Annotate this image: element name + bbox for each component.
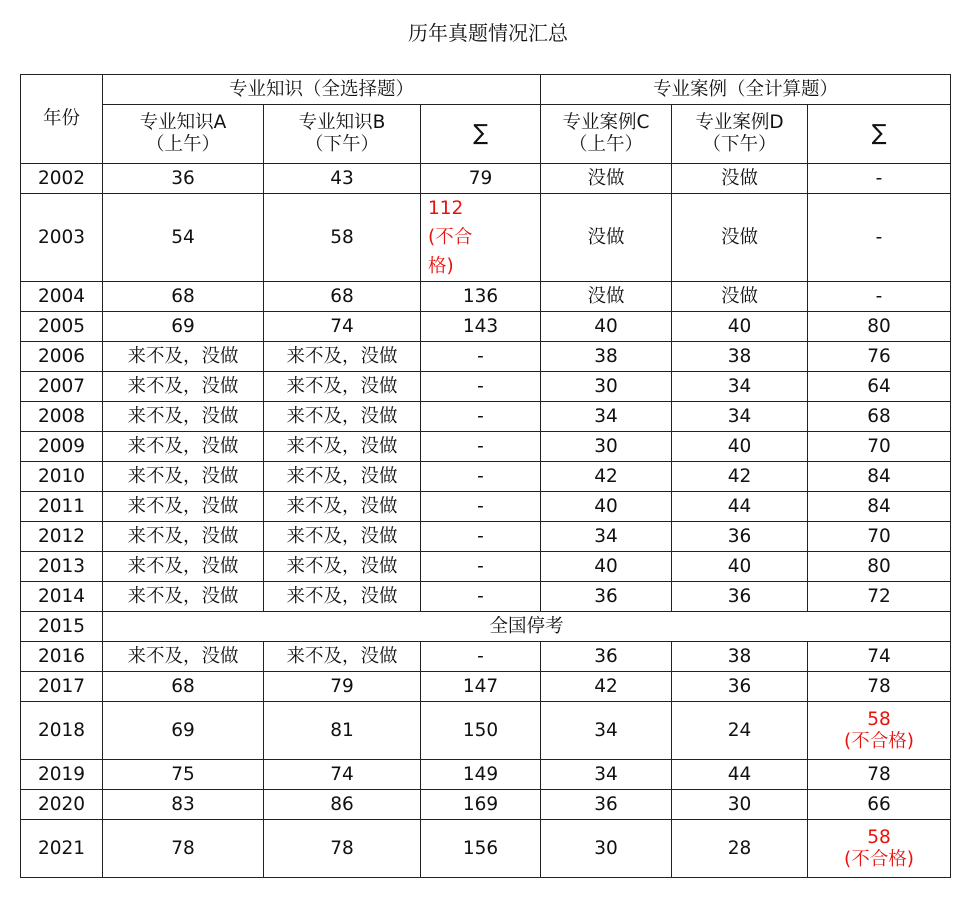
score-a-cell: 来不及，没做 bbox=[103, 402, 264, 432]
sum-knowledge-cell: - bbox=[421, 492, 541, 522]
score-a-cell: 来不及，没做 bbox=[103, 522, 264, 552]
score-d-cell: 没做 bbox=[672, 164, 808, 194]
sum-case-cell bbox=[808, 702, 951, 760]
col-b-header-line1: 专业知识B bbox=[298, 112, 386, 133]
sum-knowledge-cell: 143 bbox=[421, 312, 541, 342]
score-a-cell: 68 bbox=[103, 672, 264, 702]
score-a-cell: 来不及，没做 bbox=[103, 552, 264, 582]
failed-note: (不合格) bbox=[844, 848, 914, 870]
year-cell: 2008 bbox=[21, 402, 103, 432]
table-row bbox=[21, 760, 951, 790]
case-group-header: 专业案例（全计算题） bbox=[541, 75, 951, 105]
score-c-cell: 34 bbox=[541, 402, 672, 432]
year-cell: 2015 bbox=[21, 612, 103, 642]
score-c-cell: 30 bbox=[541, 820, 672, 878]
score-b-cell: 79 bbox=[264, 672, 421, 702]
year-cell: 2017 bbox=[21, 672, 103, 702]
sum-case-cell: 64 bbox=[808, 372, 951, 402]
year-cell: 2018 bbox=[21, 702, 103, 760]
score-b-cell: 来不及，没做 bbox=[264, 582, 421, 612]
sum-case-cell: - bbox=[808, 282, 951, 312]
col-c-header bbox=[541, 105, 672, 164]
table-row bbox=[21, 702, 951, 760]
score-b-cell: 43 bbox=[264, 164, 421, 194]
table-row bbox=[21, 462, 951, 492]
score-c-cell: 34 bbox=[541, 760, 672, 790]
sum-case-cell bbox=[808, 820, 951, 878]
sum-knowledge-cell: - bbox=[421, 642, 541, 672]
year-cell: 2013 bbox=[21, 552, 103, 582]
score-c-cell: 42 bbox=[541, 462, 672, 492]
score-b-cell: 78 bbox=[264, 820, 421, 878]
col-a-header-line2: （上午） bbox=[145, 134, 220, 155]
table-row bbox=[21, 432, 951, 462]
score-b-cell: 来不及，没做 bbox=[264, 432, 421, 462]
score-d-cell: 没做 bbox=[672, 194, 808, 282]
score-c-cell: 30 bbox=[541, 432, 672, 462]
year-cell: 2019 bbox=[21, 760, 103, 790]
score-c-cell: 没做 bbox=[541, 164, 672, 194]
year-cell: 2021 bbox=[21, 820, 103, 878]
score-c-cell: 30 bbox=[541, 372, 672, 402]
score-a-cell: 来不及，没做 bbox=[103, 372, 264, 402]
score-a-cell: 69 bbox=[103, 702, 264, 760]
year-cell: 2012 bbox=[21, 522, 103, 552]
sum-knowledge-cell: 149 bbox=[421, 760, 541, 790]
table-row bbox=[21, 402, 951, 432]
sum-knowledge-cell: 150 bbox=[421, 702, 541, 760]
score-c-cell: 40 bbox=[541, 492, 672, 522]
score-b-cell: 来不及，没做 bbox=[264, 462, 421, 492]
failed-score-value: 58 bbox=[867, 826, 891, 848]
score-b-cell: 来不及，没做 bbox=[264, 642, 421, 672]
header-row-columns bbox=[21, 105, 951, 130]
sum-knowledge-header: ∑ bbox=[421, 105, 541, 164]
sum-case-cell: - bbox=[808, 164, 951, 194]
score-d-cell: 34 bbox=[672, 402, 808, 432]
year-cell: 2002 bbox=[21, 164, 103, 194]
score-d-cell: 44 bbox=[672, 492, 808, 522]
score-a-cell: 来不及，没做 bbox=[103, 492, 264, 522]
page-title: 历年真题情况汇总 bbox=[408, 21, 568, 45]
score-c-cell: 42 bbox=[541, 672, 672, 702]
table-row bbox=[21, 672, 951, 702]
sum-knowledge-cell bbox=[421, 194, 541, 282]
score-a-cell: 来不及，没做 bbox=[103, 342, 264, 372]
knowledge-group-header: 专业知识（全选择题） bbox=[103, 75, 541, 105]
score-d-cell: 24 bbox=[672, 702, 808, 760]
score-b-cell: 来不及，没做 bbox=[264, 402, 421, 432]
score-b-cell: 来不及，没做 bbox=[264, 552, 421, 582]
score-b-cell: 68 bbox=[264, 282, 421, 312]
sum-case-cell: 72 bbox=[808, 582, 951, 612]
sum-knowledge-cell: - bbox=[421, 372, 541, 402]
sum-case-cell: 66 bbox=[808, 790, 951, 820]
failed-note: (不合格) bbox=[844, 730, 914, 752]
table-row bbox=[21, 522, 951, 552]
score-a-cell: 36 bbox=[103, 164, 264, 194]
score-summary-table bbox=[20, 74, 951, 878]
year-cell: 2007 bbox=[21, 372, 103, 402]
table-row bbox=[21, 642, 951, 672]
sum-case-cell: 78 bbox=[808, 672, 951, 702]
table-row bbox=[21, 312, 951, 342]
sum-case-cell: 80 bbox=[808, 312, 951, 342]
score-a-cell: 来不及，没做 bbox=[103, 582, 264, 612]
sum-knowledge-cell: 156 bbox=[421, 820, 541, 878]
score-b-cell: 86 bbox=[264, 790, 421, 820]
sum-knowledge-cell: - bbox=[421, 432, 541, 462]
header-row-groups bbox=[21, 75, 951, 105]
score-d-cell: 40 bbox=[672, 552, 808, 582]
score-a-cell: 69 bbox=[103, 312, 264, 342]
score-d-cell: 42 bbox=[672, 462, 808, 492]
sum-knowledge-cell: - bbox=[421, 462, 541, 492]
year-cell: 2003 bbox=[21, 194, 103, 282]
score-c-cell: 40 bbox=[541, 552, 672, 582]
score-b-cell: 74 bbox=[264, 312, 421, 342]
table-row bbox=[21, 164, 951, 194]
sum-knowledge-cell: 79 bbox=[421, 164, 541, 194]
score-c-cell: 36 bbox=[541, 790, 672, 820]
score-a-cell: 83 bbox=[103, 790, 264, 820]
sum-knowledge-cell: - bbox=[421, 552, 541, 582]
score-c-cell: 没做 bbox=[541, 282, 672, 312]
score-b-cell: 来不及，没做 bbox=[264, 342, 421, 372]
score-a-cell: 54 bbox=[103, 194, 264, 282]
table-row bbox=[21, 582, 951, 612]
col-a-header-line1: 专业知识A bbox=[139, 112, 227, 133]
score-b-cell: 74 bbox=[264, 760, 421, 790]
col-b-header bbox=[264, 105, 421, 164]
score-c-cell: 36 bbox=[541, 642, 672, 672]
score-a-cell: 68 bbox=[103, 282, 264, 312]
score-d-cell: 30 bbox=[672, 790, 808, 820]
year-cell: 2005 bbox=[21, 312, 103, 342]
score-c-cell: 40 bbox=[541, 312, 672, 342]
sum-knowledge-cell: 136 bbox=[421, 282, 541, 312]
col-d-header bbox=[672, 105, 808, 164]
score-d-cell: 38 bbox=[672, 642, 808, 672]
sum-case-cell: 84 bbox=[808, 492, 951, 522]
failed-note: (不合格) bbox=[428, 227, 473, 277]
score-a-cell: 来不及，没做 bbox=[103, 462, 264, 492]
score-d-cell: 28 bbox=[672, 820, 808, 878]
year-cell: 2004 bbox=[21, 282, 103, 312]
col-b-header-line2: （下午） bbox=[304, 134, 379, 155]
sum-case-cell: 80 bbox=[808, 552, 951, 582]
score-b-cell: 来不及，没做 bbox=[264, 492, 421, 522]
col-c-header-line2: （上午） bbox=[568, 134, 643, 155]
score-d-cell: 40 bbox=[672, 432, 808, 462]
sum-case-cell: 70 bbox=[808, 522, 951, 552]
score-b-cell: 来不及，没做 bbox=[264, 522, 421, 552]
year-header: 年份 bbox=[21, 75, 103, 164]
score-b-cell: 81 bbox=[264, 702, 421, 760]
year-cell: 2016 bbox=[21, 642, 103, 672]
sum-case-cell: 68 bbox=[808, 402, 951, 432]
score-a-cell: 78 bbox=[103, 820, 264, 878]
table-row bbox=[21, 790, 951, 820]
score-d-cell: 34 bbox=[672, 372, 808, 402]
score-b-cell: 来不及，没做 bbox=[264, 372, 421, 402]
table-row bbox=[21, 372, 951, 402]
sum-knowledge-cell: 147 bbox=[421, 672, 541, 702]
sum-case-cell: 70 bbox=[808, 432, 951, 462]
sum-case-cell: 84 bbox=[808, 462, 951, 492]
table-row bbox=[21, 612, 951, 642]
suspended-cell: 全国停考 bbox=[103, 612, 951, 642]
col-d-header-line2: （下午） bbox=[702, 134, 777, 155]
table-row bbox=[21, 282, 951, 312]
year-cell: 2009 bbox=[21, 432, 103, 462]
sum-knowledge-cell: - bbox=[421, 522, 541, 552]
score-c-cell: 36 bbox=[541, 582, 672, 612]
score-c-cell: 34 bbox=[541, 522, 672, 552]
year-cell: 2010 bbox=[21, 462, 103, 492]
year-cell: 2020 bbox=[21, 790, 103, 820]
table-row bbox=[21, 552, 951, 582]
score-d-cell: 36 bbox=[672, 582, 808, 612]
score-a-cell: 来不及，没做 bbox=[103, 432, 264, 462]
table-row bbox=[21, 194, 951, 282]
failed-score-value: 58 bbox=[867, 708, 891, 730]
year-cell: 2006 bbox=[21, 342, 103, 372]
score-c-cell: 38 bbox=[541, 342, 672, 372]
sum-knowledge-cell: - bbox=[421, 402, 541, 432]
score-a-cell: 来不及，没做 bbox=[103, 642, 264, 672]
col-d-header-line1: 专业案例D bbox=[695, 112, 784, 133]
sum-case-cell: 74 bbox=[808, 642, 951, 672]
table-row bbox=[21, 342, 951, 372]
score-d-cell: 40 bbox=[672, 312, 808, 342]
score-d-cell: 38 bbox=[672, 342, 808, 372]
score-d-cell: 36 bbox=[672, 522, 808, 552]
sum-knowledge-cell: - bbox=[421, 342, 541, 372]
year-cell: 2011 bbox=[21, 492, 103, 522]
score-a-cell: 75 bbox=[103, 760, 264, 790]
sum-knowledge-cell: - bbox=[421, 582, 541, 612]
year-cell: 2014 bbox=[21, 582, 103, 612]
sum-case-cell: 76 bbox=[808, 342, 951, 372]
col-c-header-line1: 专业案例C bbox=[562, 112, 650, 133]
table-row bbox=[21, 492, 951, 522]
sum-case-cell: - bbox=[808, 194, 951, 282]
failed-score-value: 112 bbox=[428, 198, 464, 219]
score-d-cell: 44 bbox=[672, 760, 808, 790]
sum-knowledge-cell: 169 bbox=[421, 790, 541, 820]
col-a-header bbox=[103, 105, 264, 164]
score-d-cell: 36 bbox=[672, 672, 808, 702]
score-c-cell: 34 bbox=[541, 702, 672, 760]
score-d-cell: 没做 bbox=[672, 282, 808, 312]
table-row bbox=[21, 820, 951, 878]
sum-case-cell: 78 bbox=[808, 760, 951, 790]
score-b-cell: 58 bbox=[264, 194, 421, 282]
score-c-cell: 没做 bbox=[541, 194, 672, 282]
sum-case-header: ∑ bbox=[808, 105, 951, 164]
